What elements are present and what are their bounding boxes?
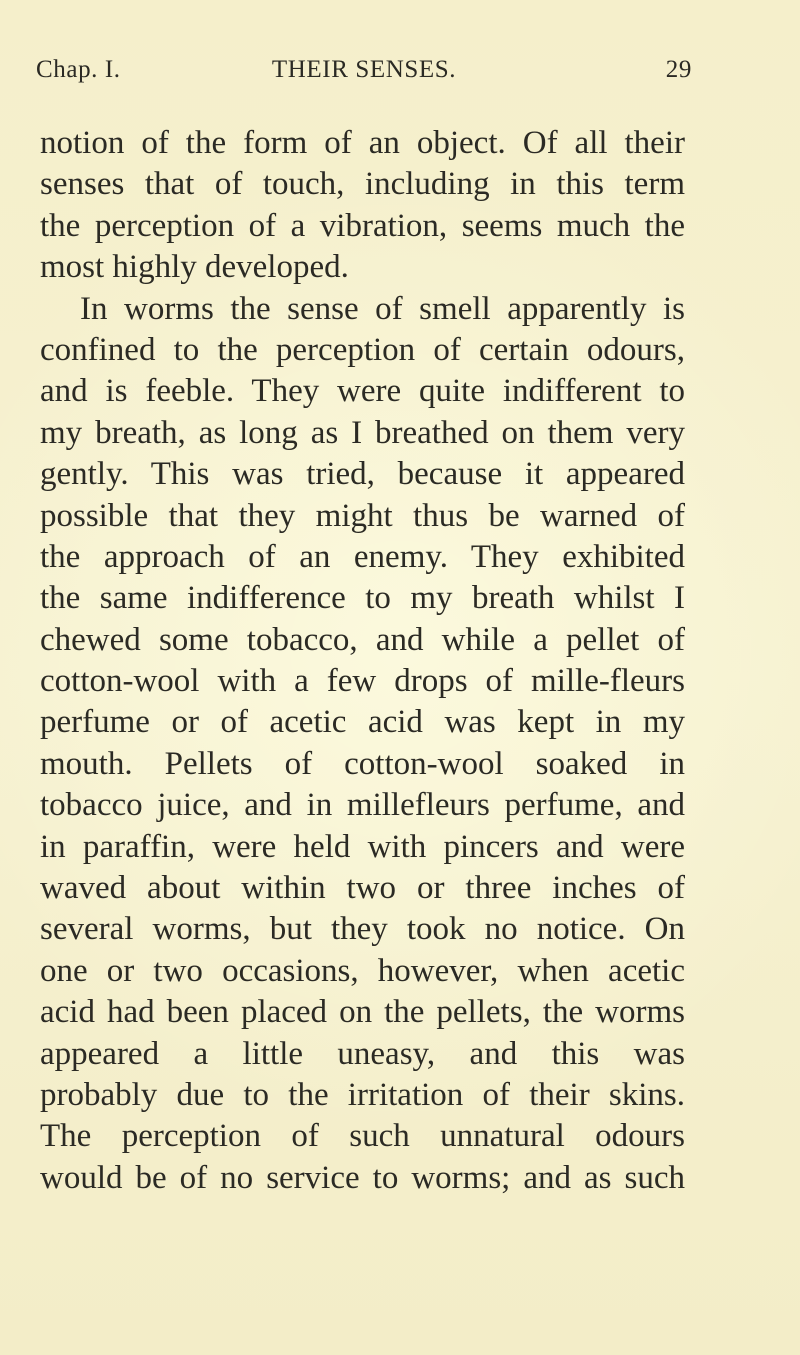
text-line: one or two occasions, however, when acetic — [40, 952, 685, 989]
text-line: probably due to the irritation of their skins. — [40, 1076, 685, 1113]
running-title: THEIR SENSES. — [271, 56, 457, 83]
text-line: the perception of a vibration, seems much the — [40, 207, 685, 244]
paragraph-start-line: In worms the sense of smell apparently is — [80, 290, 685, 327]
text-line: possible that they might thus be warned of — [40, 497, 685, 534]
text-line: mouth. Pellets of cotton-wool soaked in — [40, 745, 685, 782]
text-line: The perception of such unnatural odours — [40, 1118, 685, 1155]
text-line: confined to the perception of certain odours, — [40, 331, 685, 368]
text-line: my breath, as long as I breathed on them very — [40, 414, 685, 451]
text-line: chewed some tobacco, and while a pellet of — [40, 621, 685, 658]
text-line: appeared a little uneasy, and this was — [40, 1035, 685, 1072]
text-line: the approach of an enemy. They exhibited — [40, 538, 685, 575]
text-line: the same indifference to my breath whilst I — [40, 580, 685, 617]
text-line: notion of the form of an object. Of all their — [40, 125, 685, 161]
text-line: senses that of touch, including in this term — [40, 166, 685, 203]
chapter-label: Chap. I. — [36, 56, 121, 83]
text-line: and is feeble. They were quite indifferent to — [40, 373, 685, 410]
page-number: 29 — [665, 56, 692, 83]
text-line: perfume or of acetic acid was kept in my — [40, 704, 685, 741]
text-line: most highly developed. — [40, 249, 349, 286]
text-line: in paraffin, were held with pincers and were — [40, 828, 685, 865]
text-line: gently. This was tried, because it appeared — [40, 456, 685, 493]
text-line: waved about within two or three inches of — [40, 870, 685, 907]
text-line: tobacco juice, and in millefleurs perfume, and — [40, 787, 685, 824]
text-line: cotton-wool with a few drops of mille-fleurs — [40, 663, 685, 700]
text-line: acid had been placed on the pellets, the worms — [40, 994, 685, 1031]
body-text — [40, 123, 685, 1199]
running-header — [36, 56, 692, 90]
text-line: several worms, but they took no notice. On — [40, 911, 685, 948]
text-line: would be of no service to worms; and as such — [40, 1159, 685, 1196]
